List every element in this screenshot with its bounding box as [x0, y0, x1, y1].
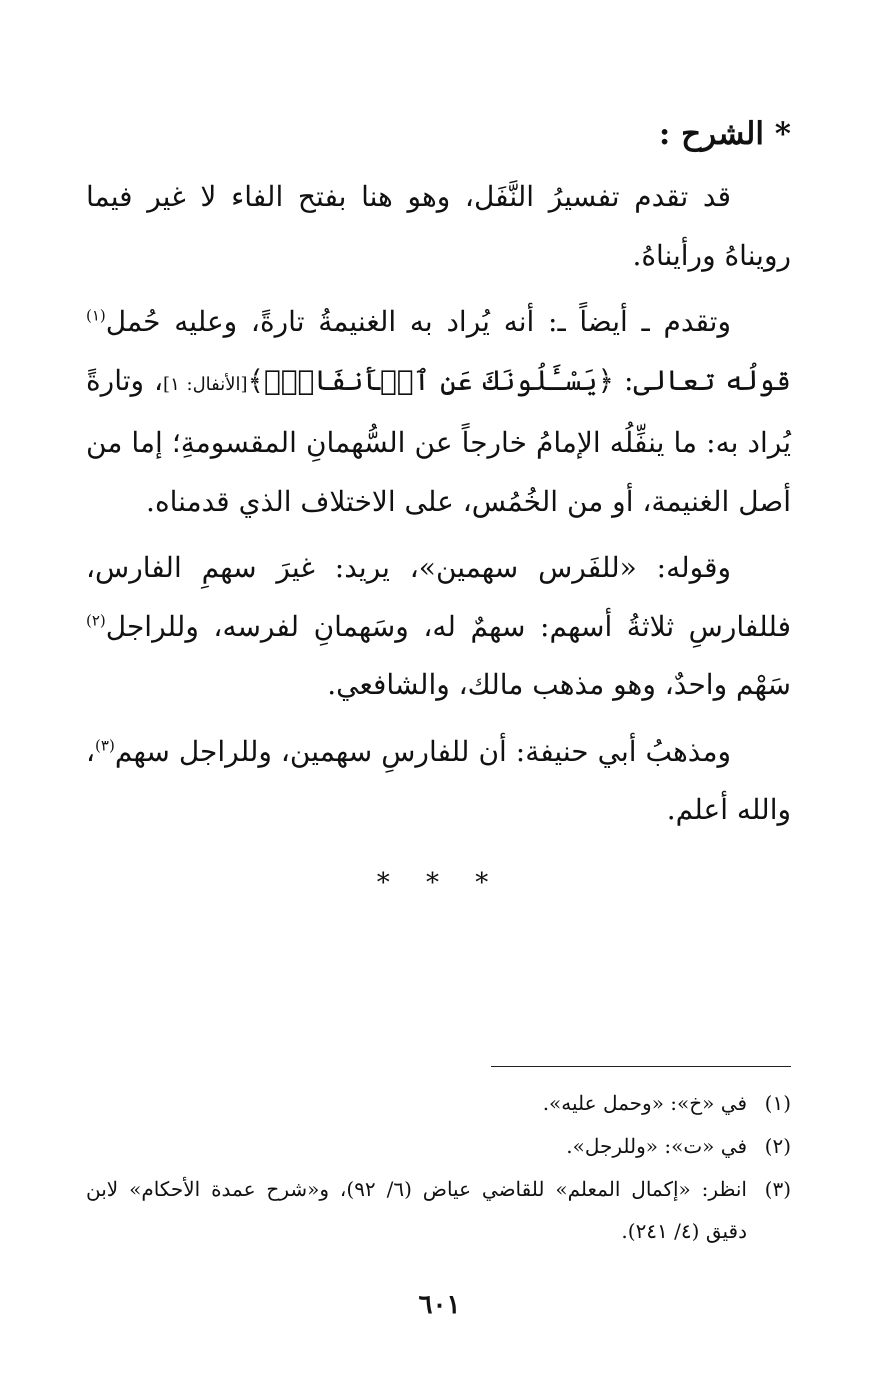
commentary-body	[86, 168, 791, 848]
quran-verse: ﴿يَسْـَٔلُونَكَ عَنِ ٱلۡأَنفَالِۖ﴾	[247, 363, 614, 397]
footnote-1	[86, 1082, 791, 1124]
paragraph-4-text-1: ومذهبُ أبي حنيفة: أن للفارسِ سهمين، وللراجل سهم	[114, 734, 731, 768]
footnote-text: في «ت»: «وللرجل».	[566, 1134, 747, 1158]
paragraph-1: قد تقدم تفسيرُ النَّفَل، وهو هنا بفتح الفاء لا غير فيما رويناهُ ورأيناهُ.	[86, 180, 791, 272]
footnote-number: (١)	[764, 1091, 791, 1115]
footnote-text: انظر: «إكمال المعلم» للقاضي عياض (٦/ ٩٢)، و«شرح عمدة الأحكام» لابن دقيق (٤/ ٢٤١).	[86, 1177, 747, 1243]
verse-reference: [الأنفال: ١]	[163, 373, 248, 395]
footnote-text: في «خ»: «وحمل عليه».	[542, 1091, 747, 1115]
paragraph-3-text-2: سَهْم واحدٌ، وهو مذهب مالك، والشافعي.	[327, 668, 791, 701]
footnote-3	[86, 1168, 791, 1252]
footnote-number: (٣)	[764, 1177, 791, 1201]
paragraph-3	[86, 539, 791, 715]
footnotes	[86, 1082, 791, 1253]
footnote-number: (٢)	[764, 1134, 791, 1158]
paragraph-2	[86, 293, 791, 531]
paragraph-4-text-2: ، والله أعلم.	[86, 734, 791, 826]
paragraph-2-text-2: قولُه تعالى:	[613, 363, 791, 397]
footnote-ref-1[interactable]: (١)	[86, 306, 106, 325]
paragraph-2-text-1: وتقدم ـ أيضاً ـ: أنه يُراد به الغنيمةُ تارةً، وعليه حُمل	[105, 305, 731, 338]
footnote-ref-2[interactable]: (٢)	[86, 611, 106, 630]
footnote-2	[86, 1125, 791, 1167]
footnote-rule	[491, 1066, 791, 1067]
paragraph-2-text-3: ، وتارةً يُراد به: ما ينفِّلُه الإمامُ خارجاً عن السُّهمانِ المقسومةِ؛ إما من أصل الغنيمة، أو من الخُمُس، على الاختلاف الذي قدمناه.	[86, 363, 791, 518]
page-number: ٦٠١	[418, 1290, 461, 1320]
paragraph-4	[86, 723, 791, 840]
section-divider: * * *	[376, 868, 503, 898]
section-heading: * الشرح :	[658, 116, 791, 152]
paragraph-3-text-1: وقوله: «للفَرس سهمين»، يريد: غيرَ سهمِ الفارس، فللفارسِ ثلاثةُ أسهم: سهمٌ له، وسَهمانِ لفرسه، وللراجل	[86, 551, 791, 643]
footnote-ref-3[interactable]: (٣)	[95, 736, 115, 755]
